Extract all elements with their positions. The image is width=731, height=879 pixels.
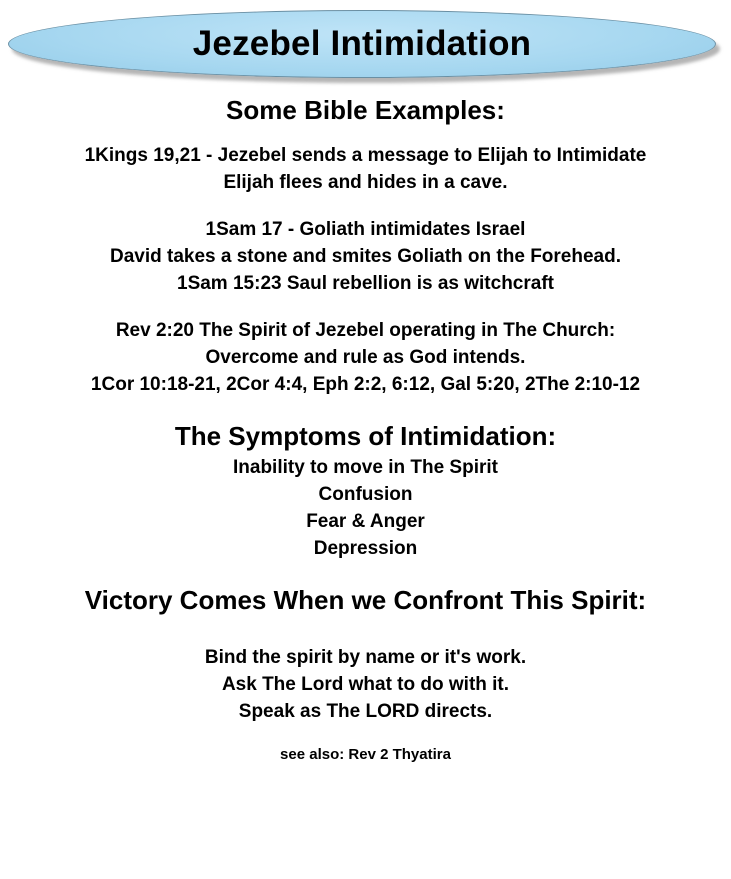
examples-heading: Some Bible Examples: [226,95,505,125]
example-line: David takes a stone and smites Goliath on the Forehead. [109,246,621,267]
example-line: Elijah flees and hides in a cave. [223,172,508,193]
victory-item: Ask The Lord what to do with it. [221,674,510,695]
victory-heading: Victory Comes When we Confront This Spirit: [84,585,647,615]
example-group-elijah [0,142,731,196]
symptom-item: Confusion [318,484,413,505]
symptom-item: Fear & Anger [306,511,425,532]
example-line: 1Sam 15:23 Saul rebellion is as witchcraft [177,273,554,294]
main-content [0,92,731,765]
example-line: Rev 2:20 The Spirit of Jezebel operating in The Church: [115,320,616,341]
victory-item: Bind the spirit by name or it's work. [204,647,527,668]
page-title: Jezebel Intimidation [192,24,532,63]
symptoms-heading: The Symptoms of Intimidation: [174,421,557,451]
symptoms-list [0,454,731,562]
title-banner [8,10,716,78]
example-group-goliath [0,216,731,297]
example-line: 1Sam 17 - Goliath intimidates Israel [205,219,526,240]
example-line: Overcome and rule as God intends. [205,347,526,368]
example-group-jezebel-church [0,317,731,398]
victory-list [0,644,731,725]
example-line: 1Kings 19,21 - Jezebel sends a message to Elijah to Intimidate [84,145,647,166]
see-also-note: see also: Rev 2 Thyatira [280,746,451,763]
symptom-item: Inability to move in The Spirit [233,457,498,478]
symptom-item: Depression [313,538,418,559]
example-line: 1Cor 10:18-21, 2Cor 4:4, Eph 2:2, 6:12, Gal 5:20, 2The 2:10-12 [90,374,641,395]
victory-item: Speak as The LORD directs. [238,701,493,722]
